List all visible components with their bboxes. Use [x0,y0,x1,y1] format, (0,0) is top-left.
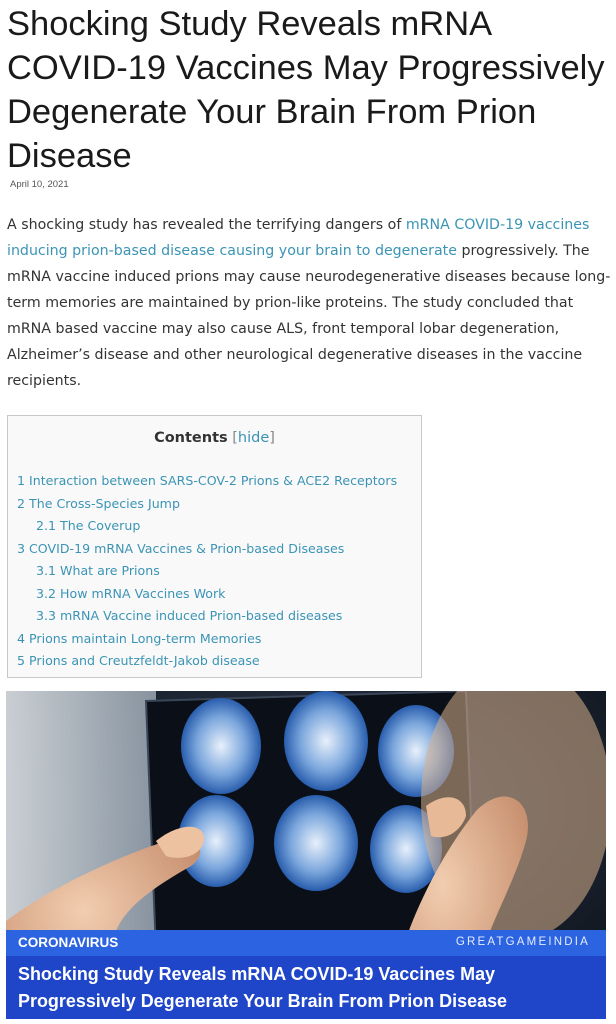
hero-image [6,691,606,1019]
toc-item[interactable]: 5 Prions and Creutzfeldt-Jakob disease [17,653,260,668]
intro-text-end: progressively. The mRNA vaccine induced prions may cause neurodegenerative diseases because long-term memories are maintained by prion-like proteins. The study concluded that mRNA based vaccine may also cause ALS, front temporal lobar degeneration, Alzheimer’s disease and other neurological degenerative diseases in the vaccine recipients. [7,243,611,389]
toc-subitem[interactable]: 3.2 How mRNA Vaccines Work [36,585,226,601]
toc-list [17,470,397,673]
toc-hide-link[interactable]: hide [237,430,270,446]
hero-banner [6,930,606,1019]
toc-subitem[interactable]: 3.3 mRNA Vaccine induced Prion-based diseases [36,608,343,623]
toc-item[interactable]: 4 Prions maintain Long-term Memories [17,630,262,646]
article-date: April 10, 2021 [10,179,69,190]
toc-item[interactable]: 3 COVID-19 mRNA Vaccines & Prion-based Diseases [17,540,345,556]
category-label[interactable]: CORONAVIRUS [18,935,119,950]
banner-title: Shocking Study Reveals mRNA COVID-19 Vaccines May Progressively Degenerate Your Brain From Prion Disease [18,963,508,1011]
toc-heading: Contents [154,430,228,446]
brand-label: GREATGAMEINDIA [455,936,590,948]
article-intro [7,212,612,394]
table-of-contents [7,415,422,678]
toc-bracket-close: ] [269,430,275,446]
toc-item[interactable]: 1 Interaction between SARS-COV-2 Prions & ACE2 Receptors [17,473,398,488]
toc-header [8,430,421,446]
intro-text-start: A shocking study has revealed the terrifying dangers of [7,217,406,233]
article-title: Shocking Study Reveals mRNA COVID-19 Vaccines May Progressively Degenerate Your Brain From Prion Disease [7,5,605,175]
toc-subitem[interactable]: 3.1 What are Prions [36,563,160,578]
toc-subitem[interactable]: 2.1 The Coverup [36,518,141,533]
toc-item[interactable]: 2 The Cross-Species Jump [17,495,180,511]
intro-link[interactable]: mRNA COVID-19 vaccines inducing prion-based disease causing your brain to degenerate [7,217,590,259]
toc-bracket-open: [ [232,430,238,446]
